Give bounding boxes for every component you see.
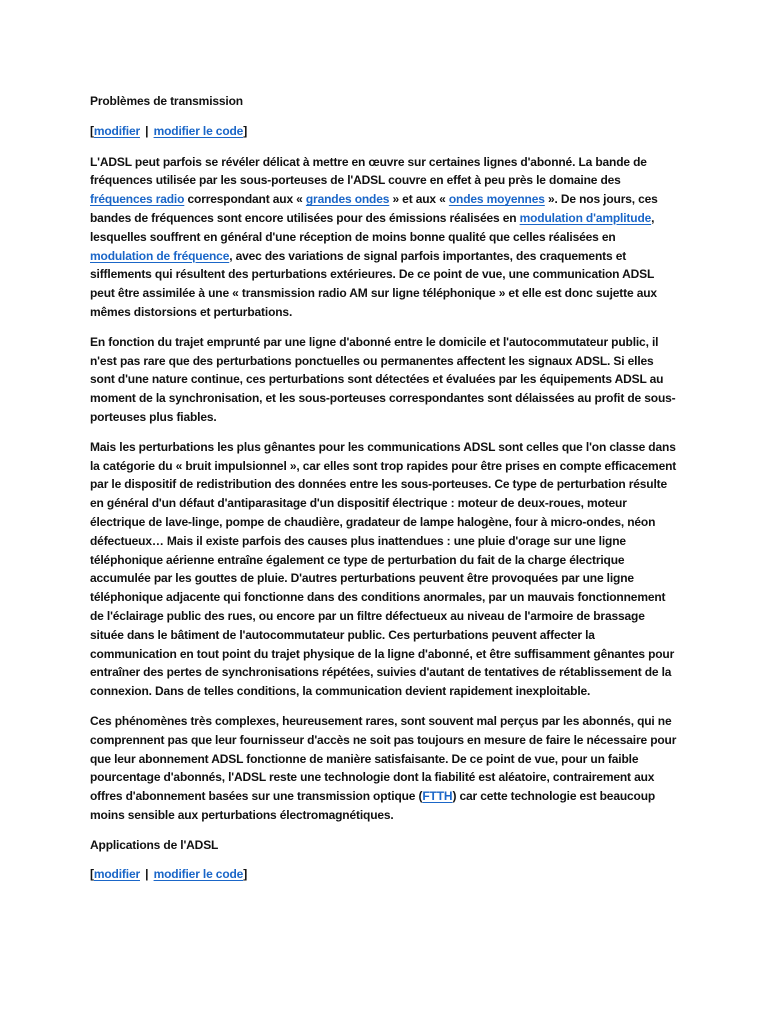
link-modulation-amplitude[interactable]: modulation d'amplitude (519, 210, 652, 225)
link-ftth[interactable]: FTTH (422, 789, 453, 804)
p4-text-1: Ces phénomènes très complexes, heureusement rares, sont souvent mal perçus par les abonnés, qui ne comprennent pas que leur fournisseur d'accès ne soit pas toujours en mesure de faire le nécessaire pour que leur abonnement ADSL fonctionne de manière satisfaisante. De ce point de vue, pour un faible pourcentage d'abonnés, l'ADSL reste une technologie dont la fiabilité est aléatoire, contrairement aux offres d'abonnement basées sur une transmission optique ( (90, 713, 677, 804)
bracket-open: [ (90, 867, 94, 882)
paragraph-2: En fonction du trajet emprunté par une ligne d'abonné entre le domicile et l'autocommutateur public, il n'est pas rare que des perturbations ponctuelles ou permanentes affectent les signaux ADSL. Si elles sont d'une nature continue, ces perturbations sont détectées et évaluées par les équipements ADSL au moment de la synchronisation, et les sous-porteuses correspondantes sont délaissées au profit de sous-porteuses plus fiables. (90, 334, 676, 424)
link-grandes-ondes[interactable]: grandes ondes (305, 192, 390, 207)
paragraph-1 (90, 153, 680, 322)
edit-links (90, 865, 680, 884)
p1-text-5: , lesquelles souffrent en général d'une réception de moins bonne qualité que celles réalisées en (90, 210, 655, 244)
edit-separator: | (142, 123, 152, 138)
link-modulation-frequence[interactable]: modulation de fréquence (90, 248, 230, 263)
paragraph-3: Mais les perturbations les plus gênantes pour les communications ADSL sont celles que l'on classe dans la catégorie du « bruit impulsionnel », car elles sont trop rapides pour être prises en compte efficacement par le dispositif de redistribution des données entre les sous-porteuses. Ce type de perturbation résulte en général d'un défaut d'antiparasitage d'un dispositif électrique : moteur de deux-roues, moteur électrique de lave-linge, pompe de chaudière, gradateur de lampe halogène, four à micro-ondes, néon défectueux… Mais il existe parfois des causes plus inattendues : une pluie d'orage sur une ligne téléphonique aérienne entraîne également ce type de perturbation du fait de la charge électrique accumulée par les gouttes de pluie. D'autres perturbations peuvent être provoquées par une ligne téléphonique adjacente qui fonctionne dans des conditions anormales, par un mauvais fonctionnement de l'éclairage public des rues, ou encore par un filtre défectueux au niveau de l'armoire de brassage située dans le bâtiment de l'autocommutateur public. Ces perturbations peuvent affecter la communication en tout point du trajet physique de la ligne d'abonné, et être suffisamment gênantes pour entraîner des pertes de synchronisations répétées, suivies d'autant de tentatives de rétablissement de la connexion. Dans de telles conditions, la communication devient rapidement inexploitable. (90, 439, 677, 699)
p1-text-4: ». De nos jours, ces bandes de fréquences sont encore utilisées pour des émissions réalisées en (90, 192, 658, 225)
p4-text-2: ) car cette technologie est beaucoup moins sensible aux perturbations électromagnétiques. (90, 789, 656, 822)
edit-links (90, 122, 680, 141)
modifier-link[interactable]: modifier (93, 123, 140, 138)
link-frequences-radio[interactable]: fréquences radio (90, 192, 185, 207)
modifier-link[interactable]: modifier (93, 867, 140, 882)
document-page (90, 92, 680, 896)
p1-text-1: L'ADSL peut parfois se révéler délicat à mettre en œuvre sur certaines lignes d'abonné. La bande de fréquences utilisée par les sous-porteuses de l'ADSL couvre en effet à peu près le domaine des (90, 154, 647, 188)
bracket-open: [ (90, 123, 94, 138)
bracket-close: ] (243, 123, 248, 138)
paragraph-4 (90, 712, 680, 825)
p1-text-6: , avec des variations de signal parfois importantes, des craquements et sifflements qui résultent des perturbations extérieures. De ce point de vue, une communication ADSL peut être assimilée à une « transmission radio AM sur ligne téléphonique » et elle est donc sujette aux mêmes distorsions et perturbations. (90, 248, 657, 319)
section-title-transmission: Problèmes de transmission (90, 94, 243, 108)
link-ondes-moyennes[interactable]: ondes moyennes (448, 192, 545, 207)
section-title-applications: Applications de l'ADSL (90, 837, 219, 852)
bracket-close: ] (243, 867, 248, 882)
modifier-code-link[interactable]: modifier le code (153, 123, 244, 138)
p1-text-3: » et aux « (389, 192, 449, 207)
p1-text-2: correspondant aux « (184, 192, 306, 207)
edit-separator: | (142, 867, 152, 882)
modifier-code-link[interactable]: modifier le code (153, 867, 244, 882)
